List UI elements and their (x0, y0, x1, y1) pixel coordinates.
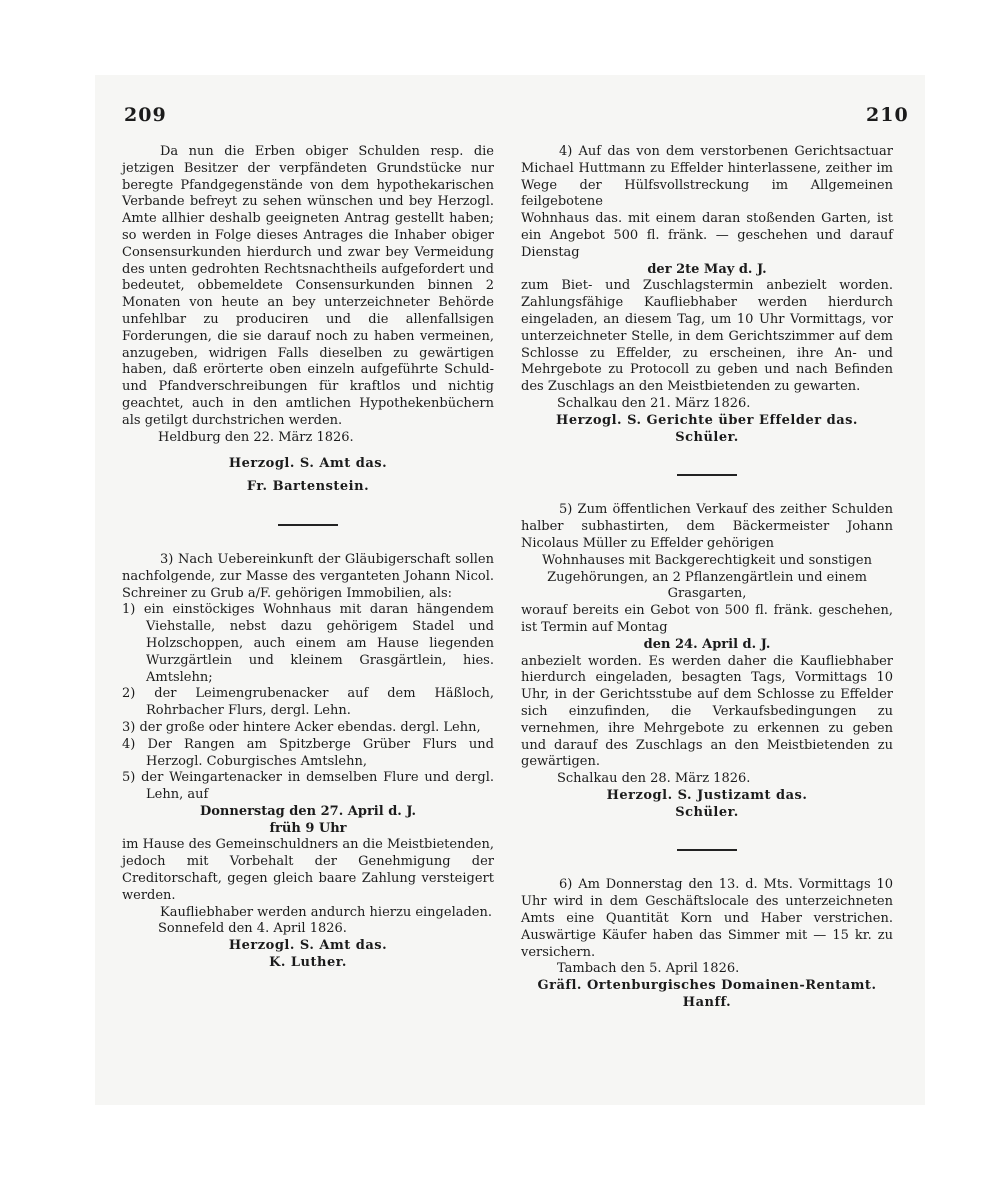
left-column (122, 144, 494, 972)
notice-3-date-line: Donnerstag den 27. April d. J. (199, 803, 417, 819)
notice-1-signature-name: Fr. Bartenstein. (246, 479, 370, 495)
notice-6-signature-office: Gräfl. Ortenburgisches Domainen-Rentamt. (537, 978, 877, 994)
notice-3-item-5: 5) der Weingartenacker in demselben Flure und dergl. Lehn, auf (122, 770, 494, 803)
notice-1-signature-office: Herzogl. S. Amt das. (228, 456, 388, 472)
notice-3-time-line: früh 9 Uhr (269, 820, 347, 836)
page-number-right: 210 (866, 104, 909, 126)
notice-3-body-2: Kaufliebhaber werden andurch hierzu eingeladen. (160, 904, 492, 920)
notice-5-signature-name: Schüler. (675, 804, 739, 820)
notice-3-signature-office: Herzogl. S. Amt das. (228, 938, 388, 954)
notice-4-text: 4) Auf das von dem verstorbenen Gerichtsactuar Michael Huttmann zu Effelder hinterlassene, zeither im Wege der Hülfsvollstreckung im Allgemeinen feilgebotene (521, 144, 893, 210)
section-divider (677, 474, 737, 476)
notice-3-item-3: 3) der große oder hintere Acker ebendas. dergl. Lehn, (122, 719, 481, 735)
notice-6-signature-name: Hanff. (682, 995, 732, 1011)
notice-5-date: Schalkau den 28. März 1826. (557, 771, 751, 787)
notice-4-date-line: der 2te May d. J. (647, 261, 767, 277)
notice-3-date: Sonnefeld den 4. April 1826. (158, 921, 347, 937)
notice-5-property: Wohnhauses mit Backgerechtigkeit und sonstigen Zugehörungen, an 2 Pflanzengärtlein und einem Grasgarten, (542, 552, 872, 602)
notice-3-item-4: 4) Der Rangen am Spitzberge Grüber Flurs und Herzogl. Coburgisches Amtslehn, (122, 736, 494, 769)
notice-3-signature-name: K. Luther. (269, 955, 347, 971)
section-divider (677, 849, 737, 851)
notice-3-body: im Hause des Gemeinschuldners an die Meistbietenden, jedoch mit Vorbehalt der Genehmigung der Creditorschaft, gegen gleich baare Zahlung versteigert werden. (122, 837, 494, 903)
notice-5-signature-office: Herzogl. S. Justizamt das. (606, 787, 808, 803)
notice-1-date: Heldburg den 22. März 1826. (158, 429, 354, 445)
notice-6-date: Tambach den 5. April 1826. (557, 961, 740, 977)
notice-4-signature-office: Herzogl. S. Gerichte über Effelder das. (556, 412, 858, 428)
notice-4-text-2: Wohnhaus das. mit einem daran stoßenden Garten, ist ein Angebot 500 fl. fränk. — geschehen und darauf Dienstag (521, 211, 893, 260)
notice-4-date: Schalkau den 21. März 1826. (557, 395, 751, 411)
notice-5-body: anbezielt worden. Es werden daher die Kaufliebhaber hierdurch eingeladen, besagten Tags, Vormittags 10 Uhr, in der Gerichtsstube auf dem Schlosse zu Effelder sich einzufinden, die Verkaufsbedingungen zu vernehmen, ihre Mehrgebote zu erkennen zu geben und darauf des Zuschlags an den Meistbietenden zu gewärtigen. (521, 653, 893, 770)
notice-3-item-1: 1) ein einstöckiges Wohnhaus mit daran hängendem Viehstalle, nebst dazu gehörigem Stadel und Holzschoppen, auch einem am Hause liegenden Wurzgärtlein und kleinem Grasgärtlein, hies. Amtslehn; (122, 602, 494, 685)
notice-6-text: 6) Am Donnerstag den 13. d. Mts. Vormittags 10 Uhr wird in dem Geschäftslocale des unterzeichneten Amts eine Quantität Korn und Haber verstrichen. Auswärtige Käufer haben das Simmer mit — 15 kr. zu versichern. (521, 877, 893, 960)
section-divider (278, 524, 338, 526)
right-column (521, 144, 893, 1012)
notice-4-signature-name: Schüler. (675, 429, 739, 445)
notice-3-item-2: 2) der Leimengrubenacker auf dem Häßloch, Rohrbacher Flurs, dergl. Lehn. (122, 686, 494, 719)
notice-1-text: Da nun die Erben obiger Schulden resp. die jetzigen Besitzer der verpfändeten Grundstücke nur beregte Pfandgegenstände von dem hypothekarischen Verbande befreyt zu sehen wünschen und bey Herzogl. Amte allhier deshalb geeigneten Antrag gestellt haben; so werden in Folge dieses Antrages die Inhaber obiger Consensurkunden hierdurch und zwar bey Vermeidung des unten gedrohten Rechtsnachtheils aufgefordert und bedeutet, obbemeldete Consensurkunden binnen 2 Monaten von heute an bey unterzeichneter Behörde unfehlbar zu produciren und die allenfallsigen Forderungen, die sie darauf noch zu haben vermeinen, anzugeben, widrigen Falls dieselben zu gewärtigen haben, daß erörterte oben einzeln aufgeführte Schuld- und Pfandverschreibungen für kraftlos und nichtig geachtet, auch in den amtlichen Hypothekenbüchern als getilgt durchstrichen werden. (122, 144, 494, 428)
notice-5-text-2: worauf bereits ein Gebot von 500 fl. fränk. geschehen, ist Termin auf Montag (521, 603, 893, 635)
notice-5-date-line: den 24. April d. J. (643, 636, 771, 652)
notice-3-intro: 3) Nach Uebereinkunft der Gläubigerschaft sollen nachfolgende, zur Masse des verganteten Johann Nicol. Schreiner zu Grub a/F. gehörigen Immobilien, als: (122, 551, 494, 601)
notice-4-body: zum Biet- und Zuschlagstermin anbezielt worden. Zahlungsfähige Kaufliebhaber werden hierdurch eingeladen, an diesem Tag, um 10 Uhr Vormittags, vor unterzeichneter Stelle, in dem Gerichtszimmer auf dem Schlosse zu Effelder, zu erscheinen, ihre An- und Mehrgebote zu Protocoll zu geben und nach Befinden des Zuschlags an den Meistbietenden zu gewarten. (521, 278, 893, 395)
notice-5-text: 5) Zum öffentlichen Verkauf des zeither Schulden halber subhastirten, dem Bäckermeister Johann Nicolaus Müller zu Effelder gehörigen (521, 502, 893, 551)
page-number-left: 209 (124, 104, 167, 126)
